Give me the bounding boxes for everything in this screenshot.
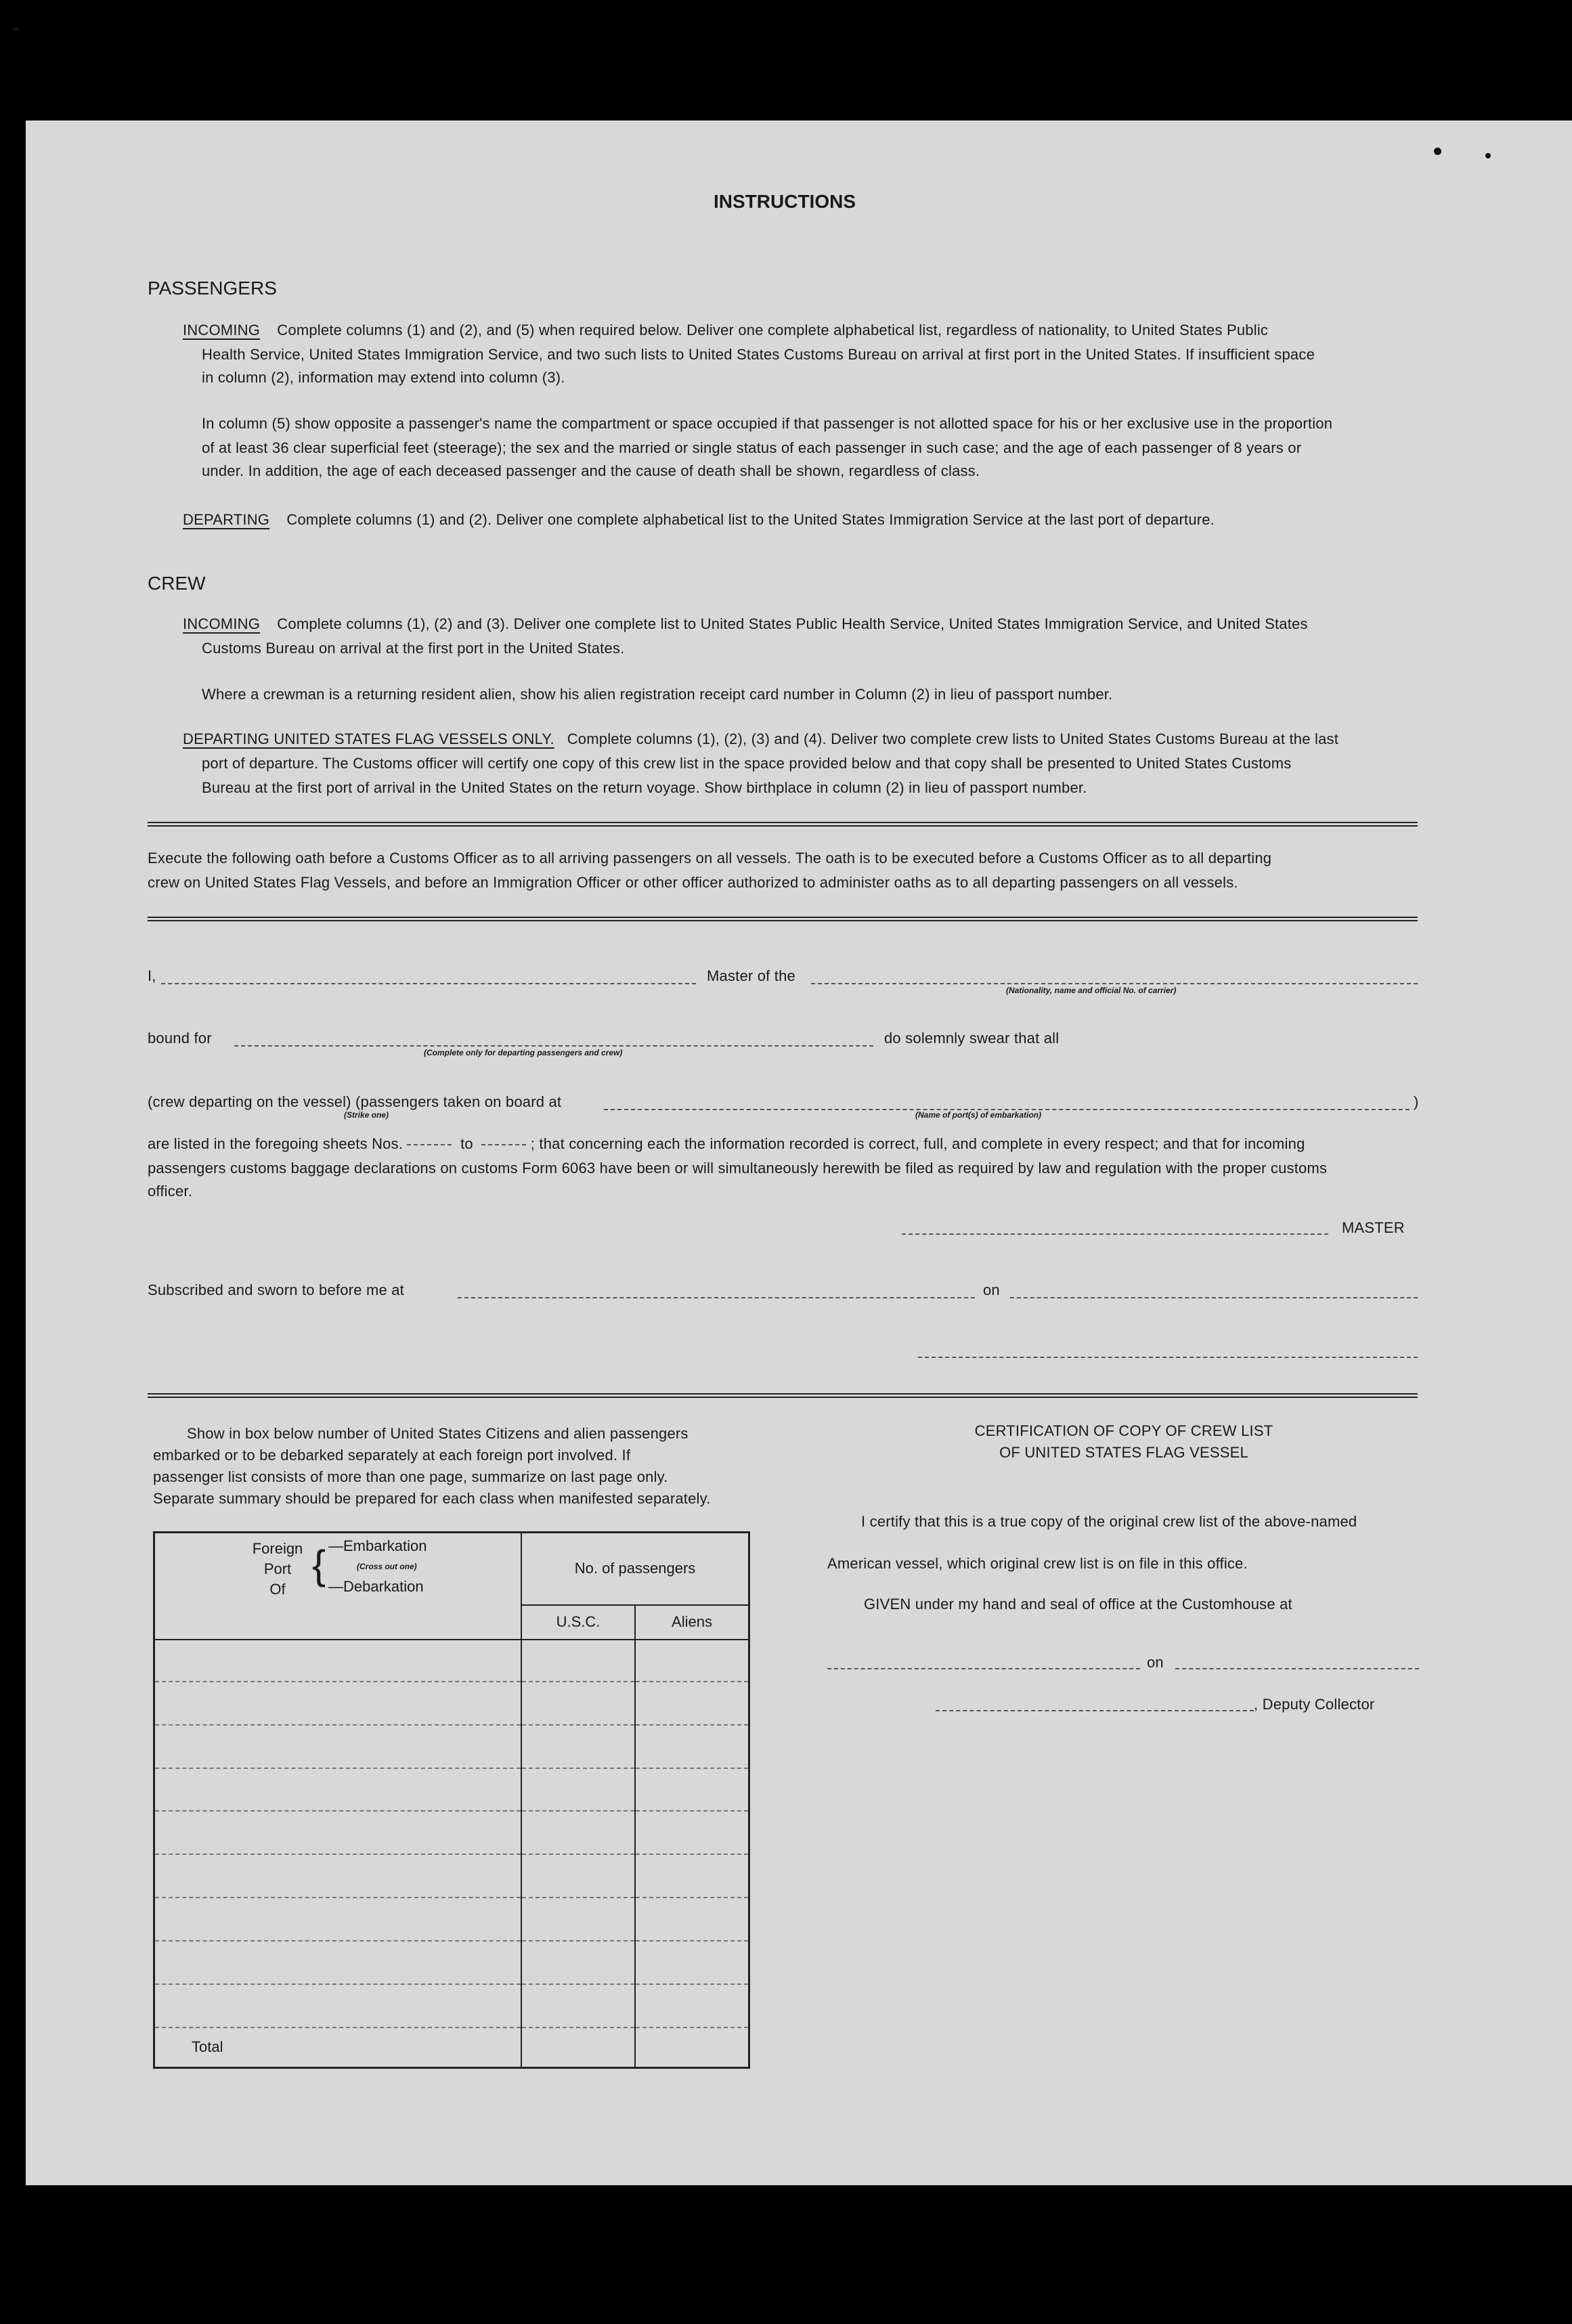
sworn-date-field[interactable] <box>1010 1297 1418 1298</box>
port-note: (Name of port(s) of embarkation) <box>915 1110 1042 1120</box>
cert-date-field[interactable] <box>1175 1668 1419 1669</box>
bound-for-label: bound for <box>148 1030 212 1047</box>
bound-for-field[interactable] <box>234 1045 873 1047</box>
incoming-label: INCOMING <box>183 322 261 338</box>
crew-departing-text: Complete columns (1), (2), (3) and (4). Deliver two complete crew lists to United States Customs Bureau at the last <box>567 730 1339 747</box>
table-row[interactable] <box>154 1682 749 1725</box>
table-row[interactable] <box>154 1768 749 1812</box>
certification-title-1: CERTIFICATION OF COPY OF CREW LIST <box>974 1422 1273 1439</box>
crew-passengers-text: (crew departing on the vessel) (passengers taken on board at <box>148 1093 562 1110</box>
master-label: MASTER <box>1342 1219 1405 1236</box>
dot-mark <box>12 27 19 30</box>
divider <box>148 822 1418 827</box>
table-row[interactable] <box>154 1984 749 2027</box>
listed-text-b: ; that concerning each the information recorded is correct, full, and complete in every respect; and that for incoming <box>530 1135 1305 1152</box>
crew-incoming <box>183 612 1308 636</box>
master-signature-field[interactable] <box>902 1233 1328 1235</box>
subscribed-label: Subscribed and sworn to before me at <box>148 1281 404 1298</box>
cross-out-note: (Cross out one) <box>357 1562 417 1571</box>
table-row[interactable] <box>154 1811 749 1854</box>
certify-line-1: I certify that this is a true copy of the original crew list of the above-named <box>861 1513 1357 1530</box>
crew-heading: CREW <box>148 573 206 594</box>
summary-line-3: passenger list consists of more than one page, summarize on last page only. <box>153 1468 668 1485</box>
table-row[interactable] <box>154 1898 749 1941</box>
crew-departing-line-3: Bureau at the first port of arrival in the United States on the return voyage. Show birthplace in column (2) in lieu of passport number. <box>202 779 1087 796</box>
table-row[interactable] <box>154 1941 749 1984</box>
summary-line-2: embarked or to be debarked separately at each foreign port involved. If <box>153 1447 631 1464</box>
dot-mark <box>1485 153 1491 158</box>
listed-line-3: officer. <box>148 1183 193 1200</box>
table-row[interactable] <box>154 1640 749 1682</box>
divider <box>148 917 1418 921</box>
certification-title-2: OF UNITED STATES FLAG VESSEL <box>999 1444 1248 1461</box>
crew-departing-label: DEPARTING UNITED STATES FLAG VESSELS ONLY. <box>183 730 554 747</box>
crew-departing <box>183 727 1338 751</box>
of-label: Of <box>269 1581 286 1598</box>
strike-one-note: (Strike one) <box>344 1110 389 1120</box>
passengers-incoming <box>183 318 1268 343</box>
foreign-label: Foreign <box>252 1540 303 1557</box>
aliens-header: Aliens <box>635 1605 749 1640</box>
sheet-to-field[interactable] <box>481 1144 526 1145</box>
departing-label: DEPARTING <box>183 511 270 528</box>
divider <box>148 1393 1418 1398</box>
given-line: GIVEN under my hand and seal of office at the Customhouse at <box>864 1596 1292 1613</box>
total-row[interactable] <box>154 2027 749 2068</box>
departing-text: Complete columns (1) and (2). Deliver one complete alphabetical list to the United States Immigration Service at the last port of departure. <box>286 511 1215 528</box>
column5-line-2: of at least 36 clear superficial feet (steerage); the sex and the married or single status of each passenger in such case; and the age of each passenger of 8 years or <box>202 439 1302 456</box>
crew-incoming-line-2: Customs Bureau on arrival at the first port in the United States. <box>202 640 625 657</box>
sworn-on-label: on <box>983 1281 1000 1298</box>
certify-line-2: American vessel, which original crew list is on file in this office. <box>827 1555 1248 1572</box>
to-label: to <box>460 1135 473 1152</box>
table-row[interactable] <box>154 1725 749 1768</box>
foreign-port-header <box>154 1533 522 1640</box>
officer-signature-field[interactable] <box>918 1357 1418 1358</box>
summary-line-4: Separate summary should be prepared for each class when manifested separately. <box>153 1490 711 1507</box>
passenger-summary-table <box>153 1531 750 2069</box>
brace-icon: { <box>312 1542 326 1587</box>
incoming-text: Complete columns (1) and (2), and (5) when required below. Deliver one complete alphabetical list, regardless of nationality, to United States Public <box>277 322 1269 338</box>
listed-line-2: passengers customs baggage declarations on customs Form 6063 have been or will simultaneously herewith be filed as required by law and regulation with the proper customs <box>148 1160 1328 1177</box>
carrier-field[interactable] <box>811 983 1418 984</box>
summary-line-1: Show in box below number of United States Citizens and alien passengers <box>187 1425 689 1442</box>
nationality-note: (Nationality, name and official No. of carrier) <box>1006 986 1177 995</box>
embarkation-label[interactable]: —Embarkation <box>328 1537 427 1554</box>
master-name-field[interactable] <box>161 983 696 984</box>
no-passengers-header: No. of passengers <box>521 1533 749 1605</box>
sworn-at-field[interactable] <box>458 1297 975 1298</box>
summary-instructions <box>153 1422 745 1511</box>
crew-departing-line-2: port of departure. The Customs officer will certify one copy of this crew list in the space provided below and that copy shall be presented to United States Customs <box>202 755 1292 772</box>
oath-i-label: I, <box>148 967 156 984</box>
resident-alien-note: Where a crewman is a returning resident alien, show his alien registration receipt card number in Column (2) in lieu of passport number. <box>202 686 1113 703</box>
column5-line-3: under. In addition, the age of each deceased passenger and the cause of death shall be shown, regardless of class. <box>202 462 980 479</box>
table-row[interactable] <box>154 1854 749 1898</box>
bound-note: (Complete only for departing passengers and crew) <box>424 1048 623 1057</box>
deputy-signature-field[interactable] <box>936 1710 1254 1711</box>
swear-text: do solemnly swear that all <box>884 1030 1060 1047</box>
column5-line-1: In column (5) show opposite a passenger's name the compartment or space occupied if that passenger is not allotted space for his or her exclusive use in the proportion <box>202 415 1333 432</box>
crew-incoming-text: Complete columns (1), (2) and (3). Deliver one complete list to United States Public Health Service, United States Immigration Service, and United States <box>277 615 1308 632</box>
port-label: Port <box>263 1560 292 1577</box>
listed-text-a: are listed in the foregoing sheets Nos. <box>148 1135 403 1152</box>
listed-line-1 <box>148 1132 1305 1156</box>
total-label: Total <box>154 2027 522 2068</box>
crew-incoming-label: INCOMING <box>183 615 261 632</box>
master-of-the-label: Master of the <box>707 967 795 984</box>
oath-intro-line-2: crew on United States Flag Vessels, and before an Immigration Officer or other officer authorized to administer oaths as to all departing passengers on all vessels. <box>148 874 1238 891</box>
passengers-departing <box>183 508 1215 532</box>
sheet-from-field[interactable] <box>407 1144 452 1145</box>
deputy-collector-label: , Deputy Collector <box>1254 1696 1375 1713</box>
page-title: INSTRUCTIONS <box>714 191 856 212</box>
oath-intro-line-1: Execute the following oath before a Customs Officer as to all arriving passengers on all vessels. The oath is to be executed before a Customs Officer as to all departing <box>148 850 1272 867</box>
debarkation-label[interactable]: —Debarkation <box>328 1578 424 1595</box>
usc-header: U.S.C. <box>521 1605 635 1640</box>
passengers-heading: PASSENGERS <box>148 278 277 299</box>
certification-title <box>826 1420 1422 1464</box>
passengers-incoming-line-2: Health Service, United States Immigration Service, and two such lists to United States Customs Bureau on arrival at first port in the United States. If insufficient space <box>202 346 1315 363</box>
cert-on-label: on <box>1147 1654 1164 1671</box>
close-paren: ) <box>1414 1093 1419 1110</box>
dot-mark <box>1434 148 1441 155</box>
customhouse-field[interactable] <box>827 1668 1140 1669</box>
passengers-incoming-line-3: in column (2), information may extend into column (3). <box>202 369 565 386</box>
